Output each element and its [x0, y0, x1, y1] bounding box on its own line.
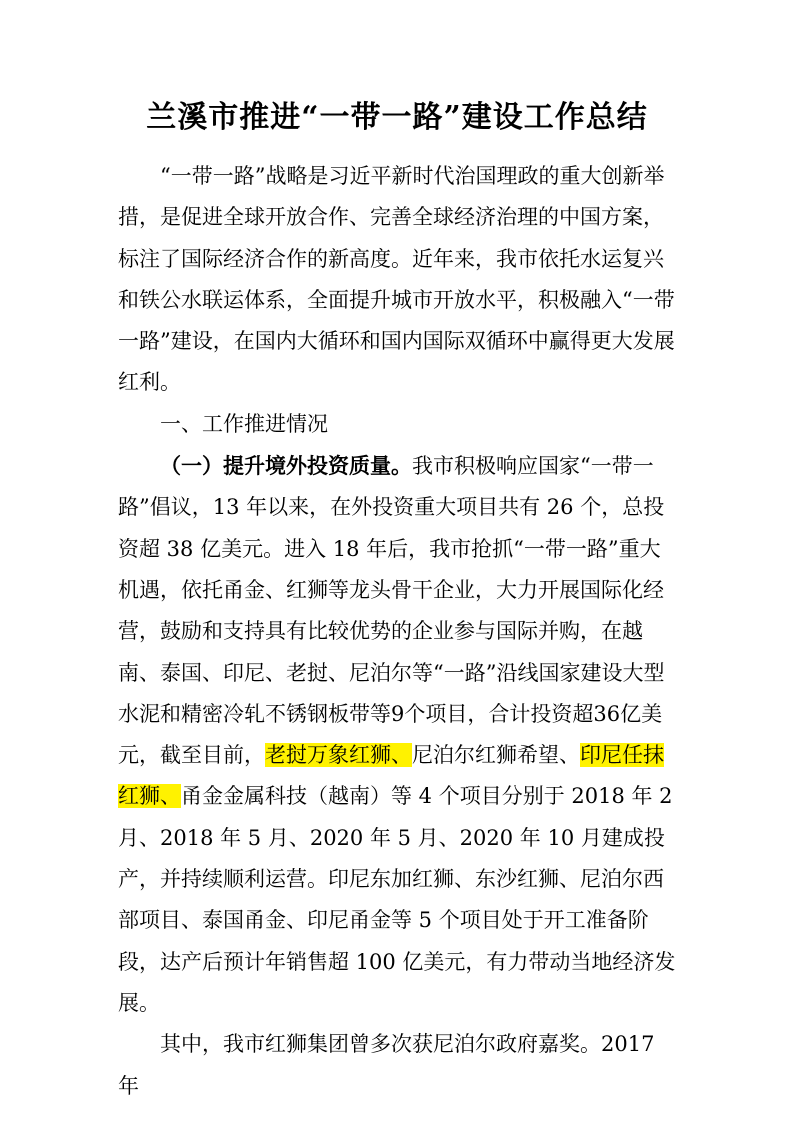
paragraph-text: 甬金金属科技（越南）等 4 个项目分别于 2018 年 2 月、2018 年 5 月、2020 年 5 月、2020 年 10 月建成投产，并持续顺利运营。印尼东加红狮、东沙红狮、尼泊尔西部项目、泰国甬金、印尼甬金等 5 个项目处于开工准备阶段，达产后预计年销售超 100 亿美元，有力带动当地经济发展。	[118, 784, 676, 1015]
subsection-heading: （一）提升境外投资质量。	[160, 453, 412, 479]
investment-paragraph	[118, 445, 680, 1024]
highlighted-text: 印尼任抹红狮、	[118, 743, 664, 809]
highlighted-text: 老挝万象红狮、	[265, 743, 412, 768]
paragraph-text: 我市积极响应国家“一带一路”倡议，13 年以来，在外投资重大项目共有 26 个，总投资超 38 亿美元。进入 18 年后，我市抢抓“一带一路”重大机遇，依托甬金、红狮等龙头骨干企业，大力开展国际化经营，鼓励和支持具有比较优势的企业参与国际并购，在越南、泰国、印尼、老挝、尼泊尔等“一路”沿线国家建设大型水泥和精密冷轧不锈钢板带等9个项目，合计投资超36亿美元，截至目前，	[118, 454, 665, 768]
section-heading: 一、工作推进情况	[160, 411, 328, 436]
paragraph-text: 尼泊尔红狮希望、	[412, 743, 580, 768]
document-body	[118, 156, 680, 1107]
intro-paragraph: “一带一路”战略是习近平新时代治国理政的重大创新举措，是促进全球开放合作、完善全球经济治理的中国方案，标注了国际经济合作的新高度。近年来，我市依托水运复兴和铁公水联运体系，全面提升城市开放水平，积极融入“一带一路”建设，在国内大循环和国内国际双循环中赢得更大发展红利。	[118, 164, 675, 395]
document-title: 兰溪市推进“一带一路”建设工作总结	[146, 100, 648, 135]
closing-paragraph: 其中，我市红狮集团曾多次获尼泊尔政府嘉奖。2017 年	[118, 1032, 655, 1098]
